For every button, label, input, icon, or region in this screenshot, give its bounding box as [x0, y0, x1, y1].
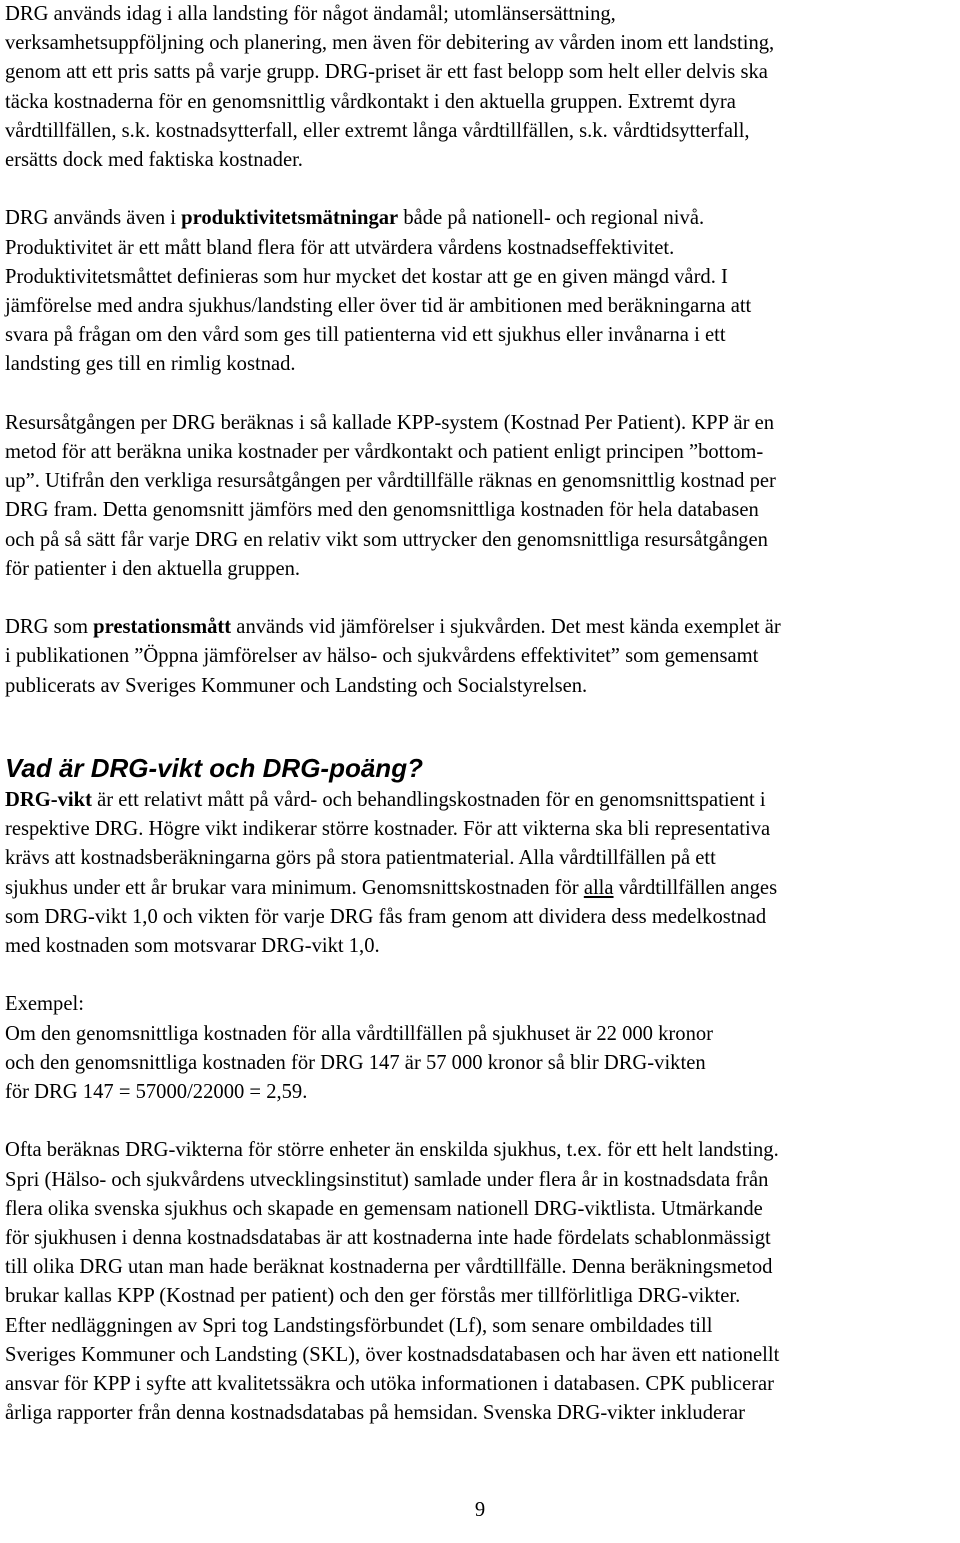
text-line — [5, 874, 955, 903]
paragraph-drg-weight — [5, 786, 955, 961]
text-line: krävs att kostnadsberäkningarna görs på stora patientmaterial. Alla vårdtillfällen på ett — [5, 847, 716, 870]
paragraph-example — [5, 990, 955, 1107]
text-line: täcka kostnaderna för en genomsnittlig vårdkontakt i den aktuella gruppen. Extremt dyra — [5, 90, 736, 113]
paragraph-kpp — [5, 409, 955, 584]
text-run: används vid jämförelser i sjukvården. Det mest kända exemplet är — [231, 616, 781, 639]
bold-term-drg-vikt: DRG-vikt — [5, 789, 92, 812]
text-line: ersätts dock med faktiska kostnader. — [5, 149, 303, 172]
text-line — [5, 204, 955, 233]
text-line: årliga rapporter från denna kostnadsdatabas på hemsidan. Svenska DRG-vikter inkluderar — [5, 1402, 745, 1425]
text-run: både på nationell- och regional nivå. — [398, 207, 705, 230]
text-line: flera olika svenska sjukhus och skapade en gemensam nationell DRG-viktlista. Utmärkande — [5, 1197, 763, 1220]
text-line: up”. Utifrån den verkliga resursåtgången per vårdtillfälle räknas en genomsnittlig kostnad per — [5, 470, 776, 493]
text-line: Efter nedläggningen av Spri tog Landstingsförbundet (Lf), som senare ombildades till — [5, 1314, 713, 1337]
bold-term-produktivitetsmatningar: produktivitetsmätningar — [181, 207, 399, 230]
document-page — [5, 0, 955, 1428]
underlined-word-alla: alla — [583, 876, 614, 899]
text-run: DRG används även i — [5, 207, 182, 230]
text-line: till olika DRG utan man hade beräknat kostnaderna per vårdtillfälle. Denna beräkningsmetod — [5, 1256, 773, 1279]
text-line: och på så sätt får varje DRG en relativ vikt som uttrycker den genomsnittliga resursåtgången — [5, 528, 768, 551]
page-number: 9 — [474, 1499, 486, 1521]
text-line: Produktivitetsmåttet definieras som hur mycket det kostar att ge en given mängd vård. I — [5, 265, 728, 288]
text-line — [5, 786, 955, 815]
text-line: för DRG 147 = 57000/22000 = 2,59. — [5, 1081, 308, 1104]
paragraph-productivity — [5, 204, 955, 379]
paragraph-spri — [5, 1136, 955, 1428]
text-run: DRG som — [5, 616, 94, 639]
text-line: verksamhetsuppföljning och planering, men även för debitering av vården inom ett landsting, — [5, 32, 775, 55]
section-heading: Vad är DRG-vikt och DRG-poäng? — [5, 753, 423, 784]
text-line — [5, 613, 955, 642]
text-line: DRG fram. Detta genomsnitt jämförs med den genomsnittliga kostnaden för hela databasen — [5, 499, 759, 522]
text-line: i publikationen ”Öppna jämförelser av hälso- och sjukvårdens effektivitet” som gemensamt — [5, 645, 759, 668]
text-line: genom att ett pris satts på varje grupp. DRG-priset är ett fast belopp som helt eller delvis ska — [5, 61, 768, 84]
text-line: respektive DRG. Högre vikt indikerar större kostnader. För att vikterna ska bli representativa — [5, 818, 771, 841]
text-line: och den genomsnittliga kostnaden för DRG 147 är 57 000 kronor så blir DRG-vikten — [5, 1051, 706, 1074]
text-line: DRG används idag i alla landsting för något ändamål; utomlänsersättning, — [5, 3, 616, 25]
paragraph-performance-measure — [5, 613, 955, 701]
bold-term-prestationsmatt: prestationsmått — [93, 616, 232, 639]
text-line: Resursåtgången per DRG beräknas i så kallade KPP-system (Kostnad Per Patient). KPP är en — [5, 411, 775, 434]
paragraph-drg-usage — [5, 0, 955, 175]
text-run: är ett relativt mått på vård- och behandlingskostnaden för en genomsnittspatient i — [91, 789, 766, 812]
text-line: som DRG-vikt 1,0 och vikten för varje DRG fås fram genom att dividera dess medelkostnad — [5, 905, 767, 928]
text-line: publicerats av Sveriges Kommuner och Landsting och Socialstyrelsen. — [5, 674, 588, 697]
text-line: Om den genomsnittliga kostnaden för alla vårdtillfällen på sjukhuset är 22 000 kronor — [5, 1022, 714, 1045]
text-line: vårdtillfällen, s.k. kostnadsytterfall, eller extremt långa vårdtillfällen, s.k. vårdtidsytterfall, — [5, 119, 750, 142]
text-line: landsting ges till en rimlig kostnad. — [5, 353, 296, 376]
text-line: för sjukhusen i denna kostnadsdatabas är att kostnaderna inte hade fördelats schablonmässigt — [5, 1227, 771, 1250]
text-line: för patienter i den aktuella gruppen. — [5, 557, 301, 580]
text-line: Spri (Hälso- och sjukvårdens utvecklingsinstitut) samlade under flera år in kostnadsdata från — [5, 1168, 769, 1191]
text-line: brukar kallas KPP (Kostnad per patient) och den ger förstås mer tillförlitliga DRG-vikter. — [5, 1285, 741, 1308]
text-line: med kostnaden som motsvarar DRG-vikt 1,0. — [5, 935, 380, 958]
text-line: Produktivitet är ett mått bland flera för att utvärdera vårdens kostnadseffektivitet. — [5, 236, 675, 259]
text-line: ansvar för KPP i syfte att kvalitetssäkra och utöka informationen i databasen. CPK publicerar — [5, 1373, 775, 1396]
text-run: Genomsnittskostnaden för — [356, 876, 584, 899]
text-line: Sveriges Kommuner och Landsting (SKL), över kostnadsdatabasen och har även ett nationellt — [5, 1343, 780, 1366]
text-line: metod för att beräkna unika kostnader per vårdkontakt och patient enligt principen ”bottom- — [5, 441, 764, 464]
text-line: Ofta beräknas DRG-vikterna för större enheter än enskilda sjukhus, t.ex. för ett helt landsting. — [5, 1139, 779, 1162]
text-run: vårdtillfällen anges — [613, 876, 778, 899]
text-run: sjukhus under ett år brukar vara minimum. — [5, 876, 357, 899]
text-line: svara på frågan om den vård som ges till patienterna vid ett sjukhus eller invånarna i ett — [5, 324, 726, 347]
text-line: jämförelse med andra sjukhus/landsting eller över tid är ambitionen med beräkningarna att — [5, 295, 752, 318]
example-label: Exempel: — [5, 993, 84, 1016]
